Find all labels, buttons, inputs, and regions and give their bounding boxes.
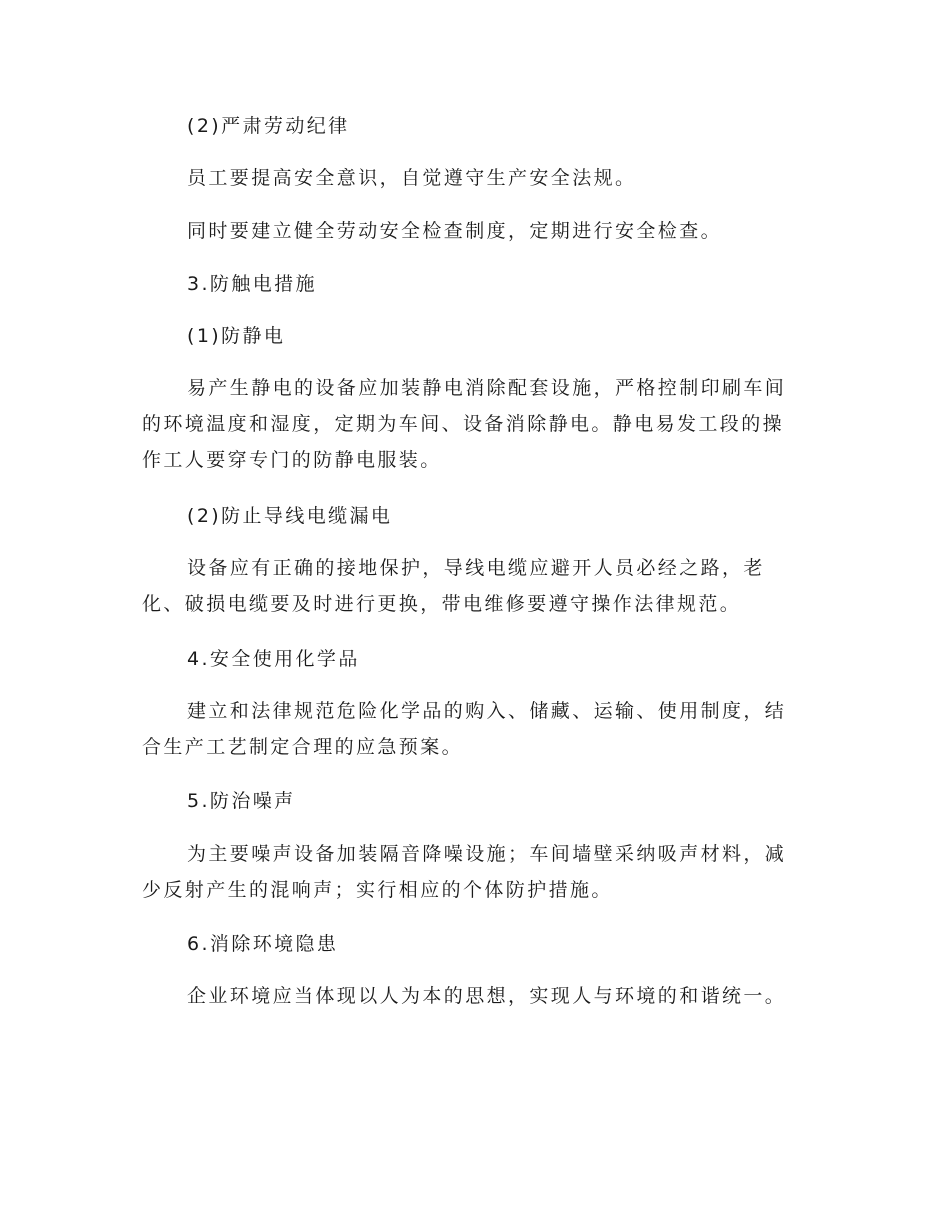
- paragraph-antistatic: 易产生静电的设备应加装静电消除配套设施，严格控制印刷车间的环境温度和湿度，定期为车间、设备消除静电。静电易发工段的操作工人要穿专门的防静电服装。: [142, 377, 787, 471]
- paragraph-safety-awareness: 员工要提高安全意识，自觉遵守生产安全法规。: [187, 167, 637, 189]
- paragraph-chemical-safety: 建立和法律规范危险化学品的购入、储藏、运输、使用制度，结合生产工艺制定合理的应急预案。: [142, 700, 787, 758]
- paragraph-safety-inspection: 同时要建立健全劳动安全检查制度，定期进行安全检查。: [187, 220, 723, 242]
- subheading-labor-discipline: (2)严肃劳动纪律: [187, 115, 350, 137]
- paragraph-cable-leakage: 设备应有正确的接地保护，导线电缆应避开人员必经之路，老化、破损电缆要及时进行更换，带电维修要遵守操作法律规范。: [142, 557, 765, 615]
- heading-environment-hazards: 6.消除环境隐患: [187, 933, 339, 955]
- heading-chemical-safety: 4.安全使用化学品: [187, 648, 360, 670]
- subheading-antistatic: (1)防静电: [187, 325, 286, 347]
- paragraph-environment-hazards: 企业环境应当体现以人为本的思想，实现人与环境的和谐统一。: [187, 985, 787, 1007]
- heading-noise-control: 5.防治噪声: [187, 790, 296, 812]
- paragraph-noise-control: 为主要噪声设备加装隔音降噪设施；车间墙壁采纳吸声材料，减少反射产生的混响声；实行相应的个体防护措施。: [142, 843, 787, 901]
- subheading-cable-leakage: (2)防止导线电缆漏电: [187, 505, 393, 527]
- heading-electric-shock: 3.防触电措施: [187, 273, 317, 295]
